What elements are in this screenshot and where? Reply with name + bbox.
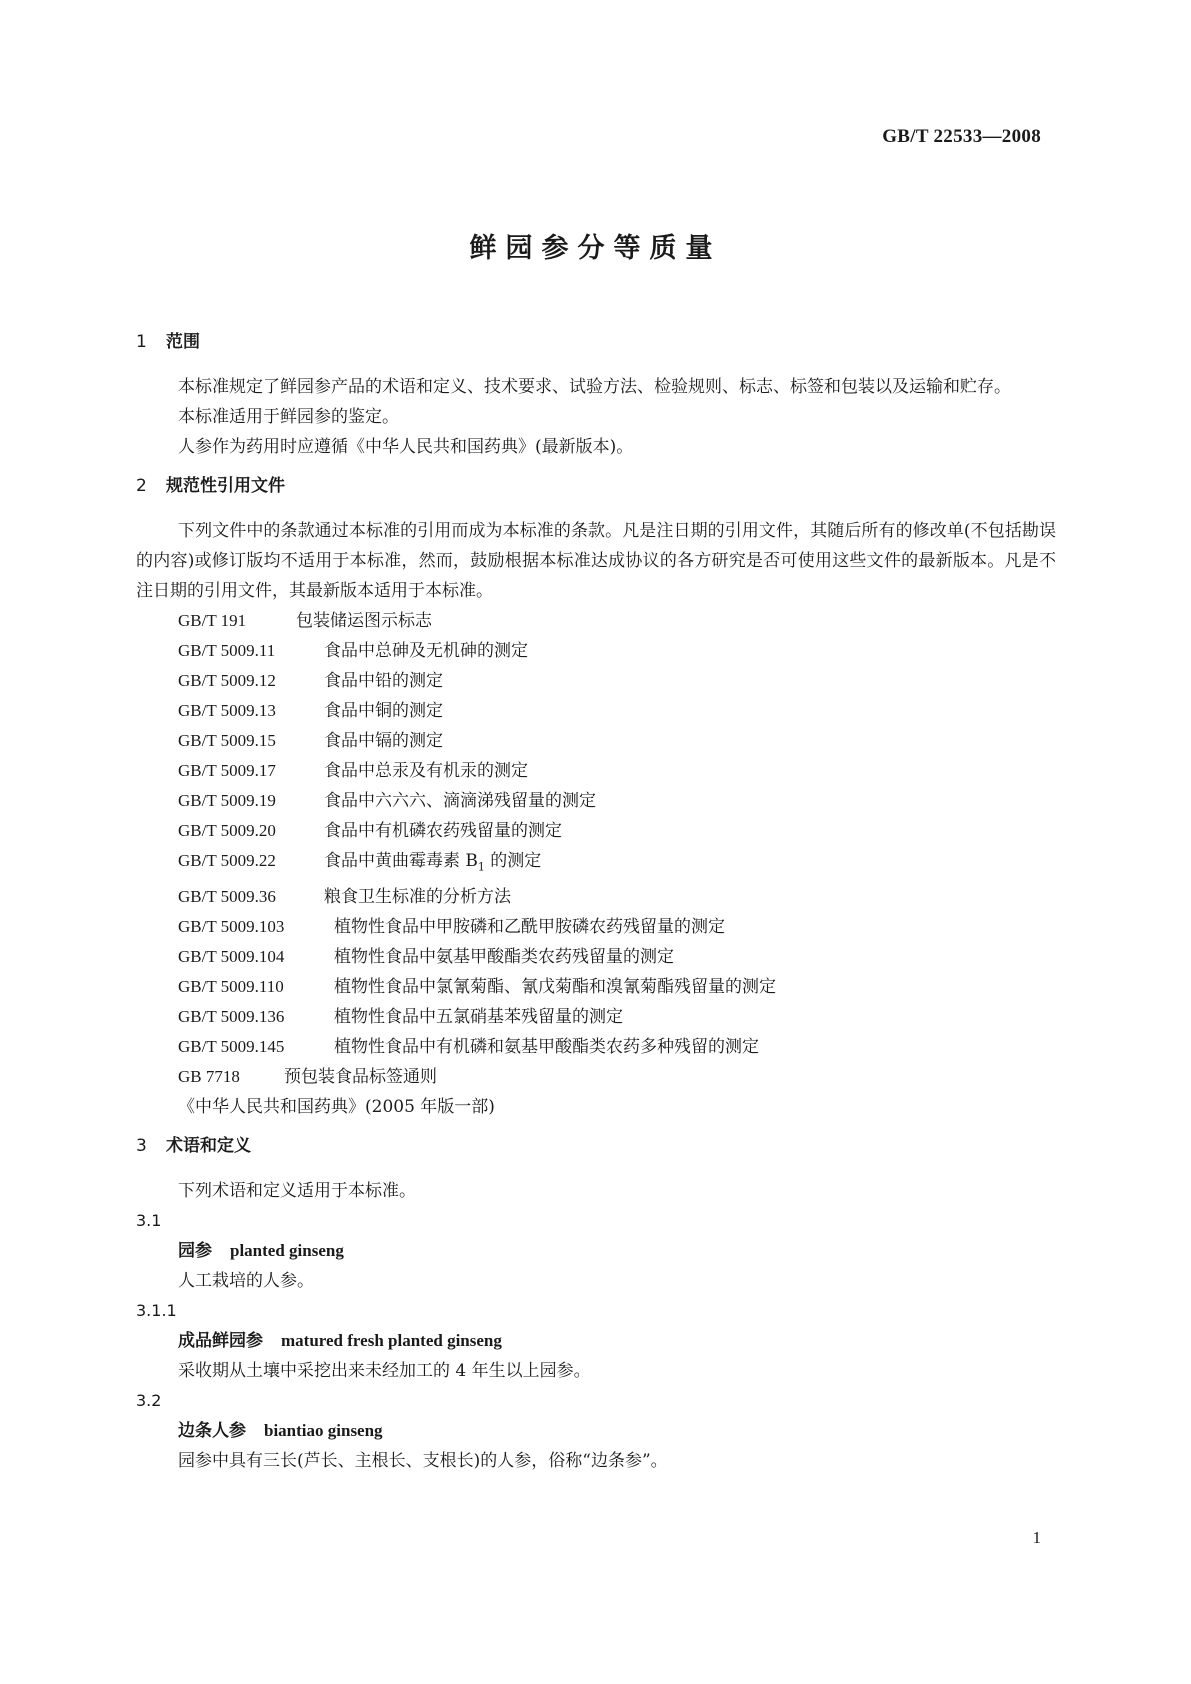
term-number: 3.1.1: [136, 1301, 177, 1321]
term-name-cn: 边条人参: [178, 1421, 246, 1442]
reference-title: 粮食卫生标准的分析方法: [324, 887, 511, 908]
reference-item: [136, 1062, 1056, 1092]
reference-code: GB/T 5009.103: [178, 917, 285, 937]
term-number: 3.2: [136, 1391, 162, 1411]
section-number: 2: [136, 476, 147, 496]
reference-title-tail: 的测定: [484, 851, 542, 871]
reference-code: GB/T 5009.15: [178, 731, 276, 750]
section-title: 范围: [166, 332, 200, 352]
term-name-en: biantiao ginseng: [264, 1421, 383, 1441]
reference-item: [136, 972, 1056, 1002]
scope-paragraph: 本标准适用于鲜园参的鉴定。: [178, 407, 399, 427]
document-title: 鲜园参分等质量: [469, 233, 722, 264]
reference-title: 食品中六六六、滴滴涕残留量的测定: [324, 791, 596, 811]
standard-number: GB/T 22533—2008: [882, 126, 1041, 147]
section-number: 1: [136, 332, 147, 352]
reference-title: 食品中铅的测定: [324, 671, 443, 691]
reference-item: [136, 756, 1056, 786]
reference-title: 食品中镉的测定: [324, 731, 443, 751]
term-definition: 人工栽培的人参。: [178, 1271, 314, 1292]
reference-code: GB/T 5009.22: [178, 851, 276, 870]
section-title: 术语和定义: [166, 1136, 251, 1157]
page-number: 1: [1032, 1528, 1041, 1547]
section-2-heading: [136, 474, 1056, 498]
reference-title: 植物性食品中有机磷和氨基甲酸酯类农药多种残留的测定: [334, 1037, 759, 1058]
reference-code: GB/T 5009.20: [178, 821, 276, 840]
reference-item: [136, 696, 1056, 726]
reference-code: GB/T 5009.17: [178, 761, 276, 780]
scope-paragraph: 人参作为药用时应遵循《中华人民共和国药典》(最新版本)。: [178, 437, 634, 457]
subscript: 1: [477, 860, 485, 874]
references-intro: 下列文件中的条款通过本标准的引用而成为本标准的条款。凡是注日期的引用文件，其随后所有的修改单(不包括勘误的内容)或修订版均不适用于本标准，然而，鼓励根据本标准达成协议的各方研究是否可使用这些文件的最新版本。凡是不注日期的引用文件，其最新版本适用于本标准。: [136, 521, 1056, 601]
term-name-en: matured fresh planted ginseng: [281, 1331, 502, 1351]
reference-title: 植物性食品中氨基甲酸酯类农药残留量的测定: [334, 947, 674, 968]
reference-title: 植物性食品中甲胺磷和乙酰甲胺磷农药残留量的测定: [334, 917, 725, 938]
reference-title: 食品中总砷及无机砷的测定: [324, 641, 528, 661]
term-name-cn: 园参: [178, 1241, 212, 1262]
reference-item: [136, 726, 1056, 756]
document-body: [136, 330, 1056, 1476]
reference-item: [136, 816, 1056, 846]
reference-item: [136, 636, 1056, 666]
term-name-cn: 成品鲜园参: [178, 1331, 263, 1352]
term-definition: 园参中具有三长(芦长、主根长、支根长)的人参，俗称“边条参”。: [178, 1451, 668, 1472]
term-name-en: planted ginseng: [230, 1241, 344, 1261]
section-1-heading: [136, 330, 1056, 354]
section-title: 规范性引用文件: [166, 476, 285, 496]
terms-intro: 下列术语和定义适用于本标准。: [178, 1181, 416, 1202]
reference-code: GB/T 191: [178, 611, 247, 630]
reference-code: GB/T 5009.145: [178, 1037, 285, 1057]
section-number: 3: [136, 1136, 147, 1157]
reference-item: [136, 912, 1056, 942]
reference-code: GB/T 5009.110: [178, 977, 284, 997]
term-name: [136, 1326, 1056, 1356]
reference-title: 食品中有机磷农药残留量的测定: [324, 821, 562, 841]
reference-title: 植物性食品中氯氰菊酯、氰戊菊酯和溴氰菊酯残留量的测定: [334, 977, 776, 998]
reference-title: 植物性食品中五氯硝基苯残留量的测定: [334, 1007, 623, 1028]
reference-item: [136, 1002, 1056, 1032]
scope-paragraph: 本标准规定了鲜园参产品的术语和定义、技术要求、试验方法、检验规则、标志、标签和包装以及运输和贮存。: [178, 377, 1011, 397]
reference-code: GB/T 5009.104: [178, 947, 285, 967]
reference-item: [136, 1092, 1056, 1122]
reference-list: [136, 606, 1056, 1122]
reference-item: [136, 1032, 1056, 1062]
reference-title: 食品中总汞及有机汞的测定: [324, 761, 528, 781]
reference-title: 包装储运图示标志: [296, 611, 432, 631]
term-definition: 采收期从土壤中采挖出来未经加工的 4 年生以上园参。: [178, 1361, 591, 1382]
term-number: 3.1: [136, 1211, 162, 1231]
reference-code: GB 7718: [178, 1067, 240, 1087]
reference-item: [136, 846, 1056, 882]
reference-code: GB/T 5009.19: [178, 791, 276, 810]
reference-item: [136, 942, 1056, 972]
reference-item: [136, 606, 1056, 636]
reference-item: [136, 786, 1056, 816]
reference-title: 食品中铜的测定: [324, 701, 443, 721]
reference-title: 食品中黄曲霉毒素 B: [324, 851, 478, 871]
reference-code: GB/T 5009.12: [178, 671, 276, 690]
reference-code: GB/T 5009.13: [178, 701, 276, 720]
reference-item: [136, 882, 1056, 912]
section-3-heading: [136, 1134, 1056, 1158]
term-name: [136, 1236, 1056, 1266]
reference-code: GB/T 5009.136: [178, 1007, 285, 1027]
reference-code: GB/T 5009.36: [178, 887, 276, 907]
reference-code: GB/T 5009.11: [178, 641, 276, 660]
term-name: [136, 1416, 1056, 1446]
reference-title: 《中华人民共和国药典》(2005 年版一部): [178, 1097, 495, 1118]
reference-title: 预包装食品标签通则: [284, 1067, 437, 1088]
reference-item: [136, 666, 1056, 696]
